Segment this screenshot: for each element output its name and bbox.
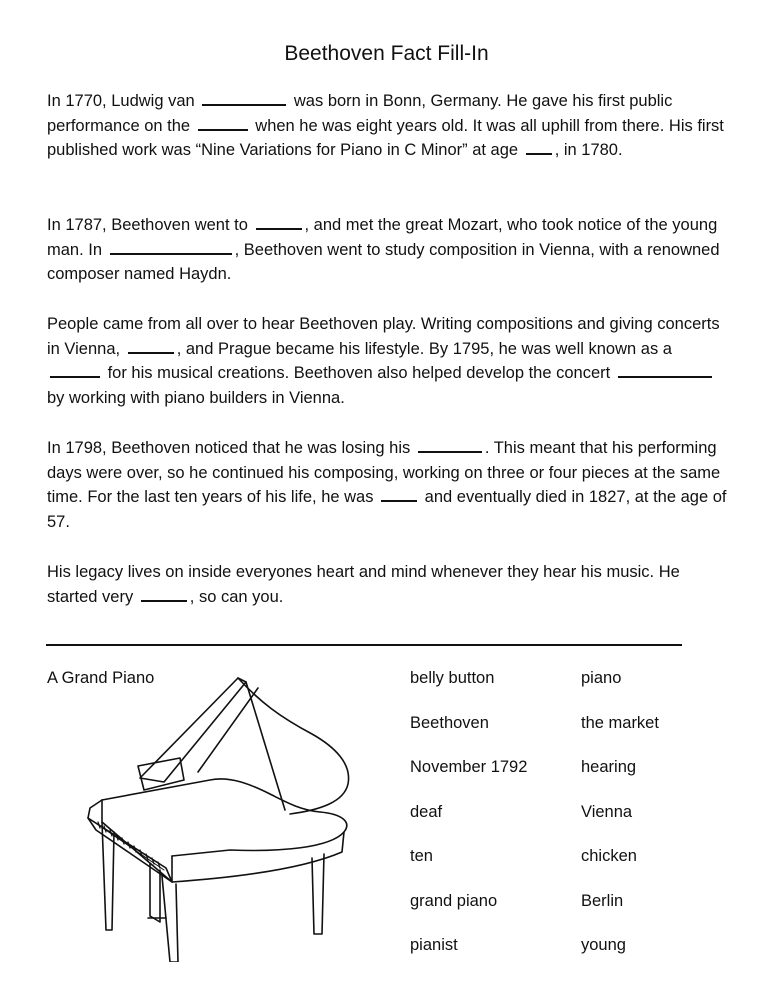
- paragraph-1-text-1: In 1770, Ludwig van: [47, 92, 195, 110]
- word-bank-item: Berlin: [581, 891, 624, 910]
- fill-blank: [198, 116, 248, 131]
- image-caption: A Grand Piano: [47, 669, 155, 687]
- paragraph-4-text-3: and eventually died in 1827, at the age of 57.: [47, 488, 727, 531]
- grand-piano-illustration: [80, 672, 370, 962]
- word-bank-item: November 1792: [410, 758, 528, 776]
- word-bank-item: Vienna: [581, 802, 633, 821]
- word-bank-item: Beethoven: [410, 713, 489, 732]
- word-bank-item: deaf: [410, 802, 443, 821]
- paragraph-3-text-3: for his musical creations. Beethoven also helped develop the concert: [107, 364, 611, 382]
- fill-blank: [618, 363, 712, 378]
- word-bank-item: hearing: [581, 758, 637, 776]
- paragraph-3-text-4: by working with piano builders in Vienna.: [47, 388, 345, 407]
- worksheet-title: Beethoven Fact Fill-In: [284, 42, 489, 65]
- word-bank-item: the market: [581, 713, 659, 732]
- paragraph-1-text-4: , in 1780.: [554, 141, 623, 159]
- fill-blank: [381, 487, 417, 502]
- paragraph-4-text-1: In 1798, Beethoven noticed that he was losing his: [47, 439, 411, 457]
- word-bank: [410, 668, 710, 968]
- fill-blank: [50, 363, 100, 378]
- word-bank-item: grand piano: [410, 891, 498, 910]
- paragraph-5-text-2: , so can you.: [189, 587, 284, 606]
- fill-blank: [256, 215, 302, 230]
- section-divider: [46, 644, 682, 646]
- word-bank-item: belly button: [410, 669, 495, 687]
- paragraph-1-text-3: when he was eight years old. It was all uphill from there. His first published work was “Nine Variations for Piano in C Minor” at age: [47, 116, 724, 159]
- paragraph-2-text-3: , Beethoven went to study composition in Vienna, with a renowned composer named Haydn.: [47, 240, 720, 283]
- word-bank-item: piano: [581, 669, 622, 687]
- paragraph-2-text-1: In 1787, Beethoven went to: [47, 216, 248, 234]
- fill-blank: [526, 140, 552, 155]
- word-bank-left-column: [410, 668, 527, 980]
- paragraph-2-text-2: , and met the great Mozart, who took notice of the young man. In: [47, 216, 718, 259]
- fill-blank: [128, 339, 174, 354]
- paragraph-5: [47, 560, 727, 609]
- paragraph-3-text-1: People came from all over to hear Beethoven play. Writing compositions and giving concerts in Vienna,: [47, 315, 720, 358]
- word-bank-item: young: [581, 936, 626, 954]
- word-bank-item: ten: [410, 847, 433, 865]
- paragraph-1: [47, 89, 727, 163]
- paragraph-1-text-2: was born in Bonn, Germany. He gave his first public performance on the: [47, 92, 673, 135]
- paragraph-4-text-2: . This meant that his performing days were over, so he continued his composing, working on three or four pieces at the same time. For the last ten years of his life, he was: [47, 439, 721, 506]
- word-bank-item: chicken: [581, 847, 637, 865]
- fill-blank: [110, 240, 232, 255]
- paragraph-4: [47, 436, 727, 534]
- paragraph-5-text-1: His legacy lives on inside everyones heart and mind whenever they hear his music. He started very: [47, 563, 680, 606]
- word-bank-right-column: [581, 668, 659, 980]
- fill-blank: [202, 91, 286, 106]
- paragraph-2: [47, 213, 727, 287]
- fill-blank: [141, 587, 187, 602]
- fill-blank: [418, 438, 482, 453]
- paragraph-3-text-2: , and Prague became his lifestyle. By 1795, he was well known as a: [176, 339, 672, 358]
- word-bank-item: pianist: [410, 936, 458, 954]
- paragraph-3: [47, 312, 727, 410]
